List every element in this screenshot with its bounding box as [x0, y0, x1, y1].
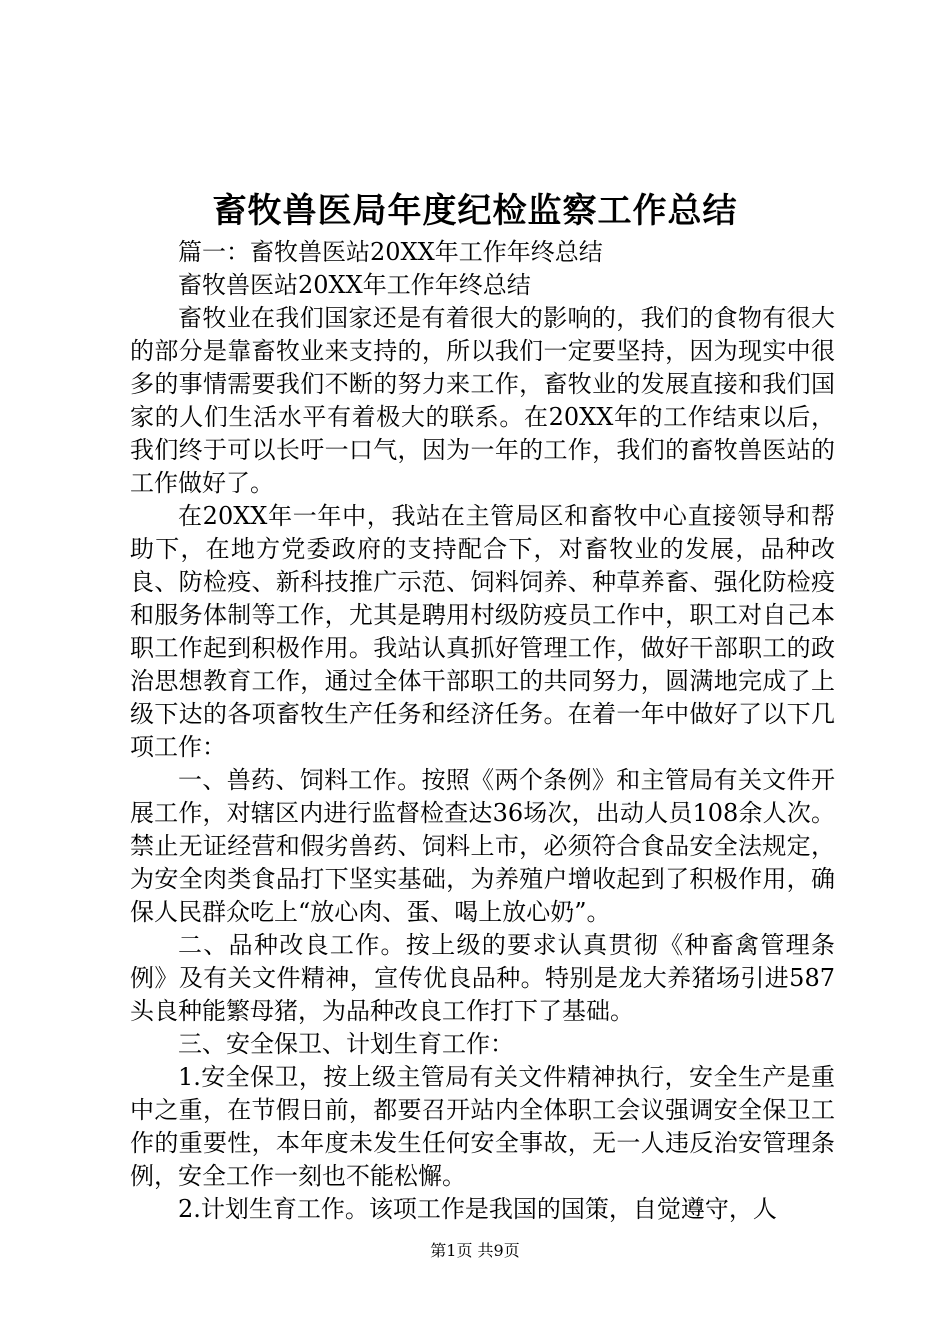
document-title: 畜牧兽医局年度纪检监察工作总结 [212, 191, 738, 231]
subtitle: 畜牧兽医站20XX年工作年终总结 [178, 271, 531, 299]
paragraph: 在20XX年一年中，我站在主管局区和畜牧中心直接领导和帮助下，在地方党委政府的支持配合下，对畜牧业的发展，品种改良、防检疫、新科技推广示范、饲料饲养、种草养畜、强化防检疫和服务体制等工作，尤其是聘用村级防疫员工作中，职工对自己本职工作起到积极作用。我站认真抓好管理工作，做好干部职工的政治思想教育工作，通过全体干部职工的共同努力，圆满地完成了上级下达的各项畜牧生产任务和经济任务。在着一年中做好了以下几项工作： [130, 502, 835, 761]
paragraph: 2.计划生育工作。该项工作是我国的国策，自觉遵守，人 [178, 1195, 777, 1223]
paragraph: 畜牧业在我们国家还是有着很大的影响的，我们的食物有很大的部分是靠畜牧业来支持的，所以我们一定要坚持，因为现实中很多的事情需要我们不断的努力来工作，畜牧业的发展直接和我们国家的人们生活水平有着极大的联系。在20XX年的工作结束以后，我们终于可以长吁一口气，因为一年的工作，我们的畜牧兽医站的工作做好了。 [130, 304, 835, 497]
paragraph: 二、品种改良工作。按上级的要求认真贯彻《种畜禽管理条例》及有关文件精神，宣传优良品种。特别是龙大养猪场引进587头良种能繁母猪，为品种改良工作打下了基础。 [130, 931, 835, 1025]
paragraph: 1.安全保卫，按上级主管局有关文件精神执行，安全生产是重中之重，在节假日前，都要召开站内全体职工会议强调安全保卫工作的重要性，本年度未发生任何安全事故，无一人违反治安管理条例，安全工作一刻也不能松懈。 [130, 1063, 835, 1190]
paragraph: 一、兽药、饲料工作。按照《两个条例》和主管局有关文件开展工作，对辖区内进行监督检查达36场次，出动人员108余人次。禁止无证经营和假劣兽药、饲料上市，必须符合食品安全法规定，为安全肉类食品打下坚实基础，为养殖户增收起到了积极作用，确保人民群众吃上“放心肉、蛋、喝上放心奶”。 [130, 766, 835, 926]
document-body [130, 236, 835, 1226]
page-number-footer: 第1页 共9页 [430, 1241, 520, 1260]
paragraph: 三、安全保卫、计划生育工作： [178, 1030, 514, 1058]
section-heading: 篇一：畜牧兽医站20XX年工作年终总结 [178, 238, 603, 266]
